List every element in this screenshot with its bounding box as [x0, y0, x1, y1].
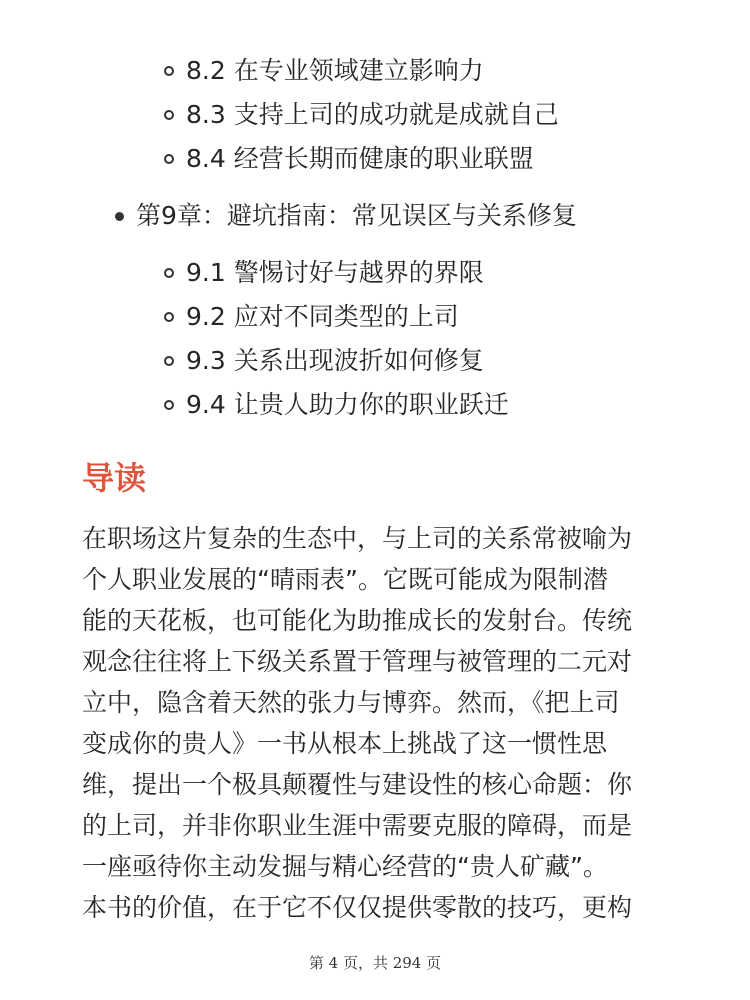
toc-item-label: 9.2 应对不同类型的上司 — [186, 302, 459, 331]
intro-body — [82, 518, 682, 928]
hollow-bullet-icon — [164, 110, 174, 120]
body-line: 立中，隐含着天然的张力与博弈。然而，《把上司 — [82, 688, 620, 717]
toc-item-9-1 — [164, 258, 484, 288]
toc-item-8-4 — [164, 144, 534, 174]
toc-chapter-label: 第9章：避坑指南：常见误区与关系修复 — [136, 201, 577, 230]
toc-item-label: 9.4 让贵人助力你的职业跃迁 — [186, 390, 509, 419]
hollow-bullet-icon — [164, 66, 174, 76]
toc-item-9-2 — [164, 302, 459, 332]
solid-bullet-icon — [115, 212, 124, 221]
toc-item-8-2 — [164, 56, 484, 86]
toc-item-8-3 — [164, 100, 559, 130]
toc-item-label: 8.2 在专业领域建立影响力 — [186, 56, 484, 85]
toc-item-9-3 — [164, 346, 484, 376]
toc-item-label: 8.4 经营长期而健康的职业联盟 — [186, 144, 534, 173]
hollow-bullet-icon — [164, 356, 174, 366]
hollow-bullet-icon — [164, 312, 174, 322]
body-line: 一座亟待你主动发掘与精心经营的“贵人矿藏”。 — [82, 852, 608, 881]
hollow-bullet-icon — [164, 154, 174, 164]
body-line: 变成你的贵人》一书从根本上挑战了这一惯性思 — [82, 729, 608, 758]
toc-item-label: 9.3 关系出现波折如何修复 — [186, 346, 484, 375]
body-line: 本书的价值，在于它不仅仅提供零散的技巧，更构 — [82, 893, 633, 922]
body-line: 个人职业发展的“晴雨表”。它既可能成为限制潜 — [82, 565, 608, 594]
toc-chapter-9 — [115, 201, 577, 231]
toc-item-label: 9.1 警惕讨好与越界的界限 — [186, 258, 484, 287]
page-number: 第 4 页，共 294 页 — [308, 954, 442, 972]
body-line: 维，提出一个极具颠覆性与建设性的核心命题：你 — [82, 770, 633, 799]
body-line: 的上司，并非你职业生涯中需要克服的障碍，而是 — [82, 811, 633, 840]
hollow-bullet-icon — [164, 400, 174, 410]
body-line: 观念往往将上下级关系置于管理与被管理的二元对 — [82, 647, 633, 676]
intro-heading: 导读 — [82, 459, 147, 497]
body-line: 在职场这片复杂的生态中，与上司的关系常被喻为 — [82, 524, 633, 553]
hollow-bullet-icon — [164, 268, 174, 278]
toc-item-9-4 — [164, 390, 509, 420]
toc-item-label: 8.3 支持上司的成功就是成就自己 — [186, 100, 559, 129]
body-line: 能的天花板，也可能化为助推成长的发射台。传统 — [82, 606, 633, 635]
